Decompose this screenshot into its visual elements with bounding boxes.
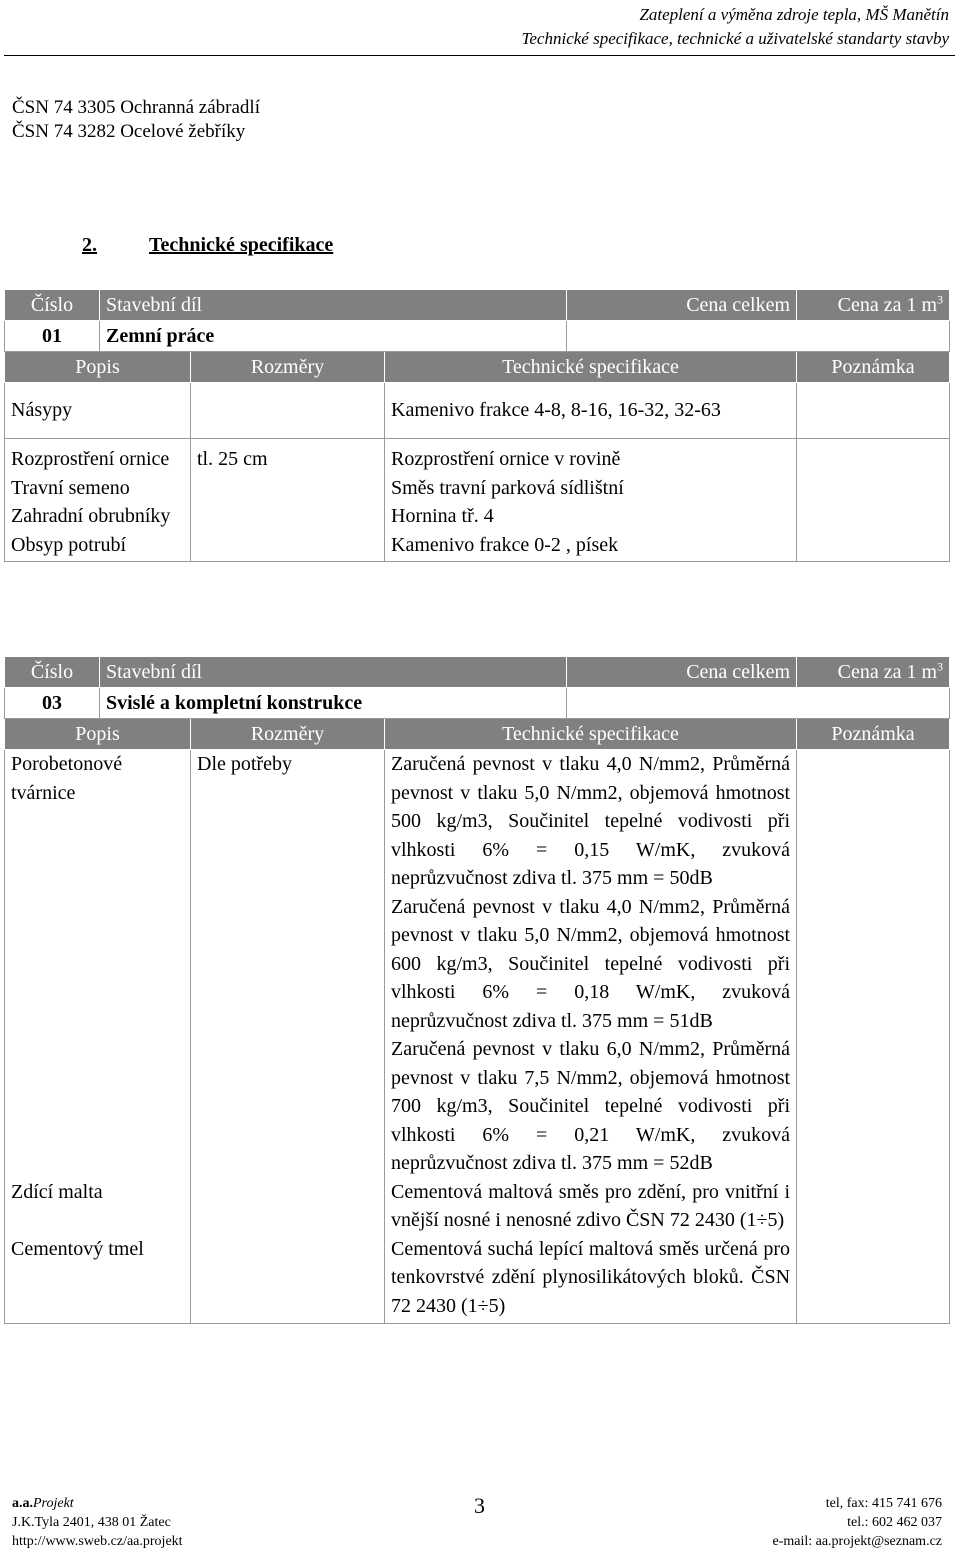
col-stavebni-dil: Stavební díl [100, 290, 567, 321]
group-name: Svislé a kompletní konstrukce [100, 688, 567, 719]
cena-za-unit-sup: 3 [937, 659, 944, 674]
row-spec: Kamenivo frakce 4-8, 8-16, 16-32, 32-63 [385, 383, 797, 439]
row-rozmery [191, 1178, 385, 1235]
page-number: 3 [474, 1493, 485, 1518]
contact-phone-fax: tel, fax: 415 741 676 [825, 1496, 942, 1511]
standard-line: ČSN 74 3305 Ochranná zábradlí [12, 97, 260, 118]
table-row [5, 502, 950, 531]
col-popis: Popis [5, 352, 191, 383]
col-cislo: Číslo [5, 657, 100, 688]
page-footer [12, 1494, 942, 1554]
brand-prefix: a.a. [12, 1496, 33, 1511]
col-cislo: Číslo [5, 290, 100, 321]
section-title: Technické specifikace [149, 234, 334, 256]
col-stavebni-dil: Stavební díl [100, 657, 567, 688]
row-popis: Porobetonové tvárnice [5, 750, 191, 1178]
group-header-row [5, 290, 950, 321]
group-name: Zemní práce [100, 321, 567, 352]
cena-za-unit-sup: 3 [937, 292, 944, 307]
brand-name: Projekt [33, 1496, 74, 1511]
row-popis: Rozprostření ornice [5, 439, 191, 474]
table-row [5, 750, 950, 1178]
section-heading [82, 232, 333, 258]
row-spec: Hornina tř. 4 [385, 502, 797, 531]
header-project-title: Zateplení a výměna zdroje tepla, MŠ Manětín [639, 5, 949, 24]
row-rozmery [191, 1235, 385, 1324]
group-number: 03 [5, 688, 100, 719]
sub-header-row [5, 352, 950, 383]
company-website-link[interactable]: http://www.sweb.cz/aa.projekt [12, 1534, 183, 1549]
company-logo-text [12, 1494, 183, 1513]
col-popis: Popis [5, 719, 191, 750]
table-row [5, 439, 950, 474]
row-spec: Směs travní parková sídlištní [385, 474, 797, 503]
col-cena-celkem: Cena celkem [567, 290, 797, 321]
row-popis: Travní semeno [5, 474, 191, 503]
page-header [4, 3, 955, 56]
contact-phone: tel.: 602 462 037 [847, 1515, 942, 1530]
row-spec: Cementová maltová směs pro zdění, pro vnitřní i vnější nosné i nenosné zdivo ČSN 72 2430 (1÷5) [385, 1178, 797, 1235]
row-rozmery: tl. 25 cm [191, 439, 385, 474]
company-address: J.K.Tyla 2401, 438 01 Žatec [12, 1515, 171, 1530]
col-rozmery: Rozměry [191, 352, 385, 383]
footer-company [12, 1494, 183, 1551]
standards-list [12, 96, 260, 144]
spec-paragraph: Zaručená pevnost v tlaku 4,0 N/mm2, Průměrná pevnost v tlaku 5,0 N/mm2, objemová hmotnost 600 kg/m3, Součinitel tepelné vodivosti při vlhkosti 6% = 0,18 W/mK, zvuková neprůzvučnost zdiva tl. 375 mm = 51dB [391, 895, 791, 1032]
col-cena-celkem: Cena celkem [567, 657, 797, 688]
group-title-row [5, 321, 950, 352]
sub-header-row [5, 719, 950, 750]
footer-contacts [772, 1494, 942, 1551]
table-row [5, 1178, 950, 1235]
header-document-title: Technické specifikace, technické a uživatelské standarty stavby [521, 29, 949, 48]
row-popis: Zahradní obrubníky [5, 502, 191, 531]
col-poznamka: Poznámka [797, 352, 950, 383]
row-spec: Kamenivo frakce 0-2 , písek [385, 531, 797, 562]
standard-line: ČSN 74 3282 Ocelové žebříky [12, 121, 246, 142]
cena-za-label: Cena za 1 m [837, 660, 938, 683]
section-number: 2. [82, 234, 97, 256]
cena-za-label: Cena za 1 m [837, 293, 938, 316]
spec-paragraph: Zaručená pevnost v tlaku 4,0 N/mm2, Průměrná pevnost v tlaku 5,0 N/mm2, objemová hmotnost 500 kg/m3, Součinitel tepelné vodivosti při vlhkosti 6% = 0,15 W/mK, zvuková neprůzvučnost zdiva tl. 375 mm = 50dB [391, 753, 791, 889]
col-cena-za [797, 657, 950, 688]
row-spec: Rozprostření ornice v rovině [385, 439, 797, 474]
row-popis: Obsyp potrubí [5, 531, 191, 562]
spec-table-earthworks [4, 289, 950, 562]
row-popis: Násypy [5, 383, 191, 439]
row-popis: Zdící malta [5, 1178, 191, 1235]
col-cena-za [797, 290, 950, 321]
table-row [5, 474, 950, 503]
spec-table-structures [4, 656, 950, 1324]
table-row [5, 1235, 950, 1324]
row-spec: Cementová suchá lepící maltová směs určená pro tenkovrstvé zdění plynosilikátových bloků. ČSN 72 2430 (1÷5) [385, 1235, 797, 1324]
row-rozmery [191, 383, 385, 439]
table-row [5, 383, 950, 439]
col-poznamka: Poznámka [797, 719, 950, 750]
col-tech-spec: Technické specifikace [385, 352, 797, 383]
group-number: 01 [5, 321, 100, 352]
group-header-row [5, 657, 950, 688]
row-popis: Cementový tmel [5, 1235, 191, 1324]
row-rozmery: Dle potřeby [191, 750, 385, 1178]
table-row [5, 531, 950, 562]
row-rozmery [191, 502, 385, 531]
row-rozmery [191, 531, 385, 562]
col-tech-spec: Technické specifikace [385, 719, 797, 750]
col-rozmery: Rozměry [191, 719, 385, 750]
spec-paragraph: Zaručená pevnost v tlaku 6,0 N/mm2, Průměrná pevnost v tlaku 7,5 N/mm2, objemová hmotnost 700 kg/m3, Součinitel tepelné vodivosti při vlhkosti 6% = 0,21 W/mK, zvuková neprůzvučnost zdiva tl. 375 mm = 52dB [391, 1038, 791, 1174]
row-spec [385, 750, 797, 1178]
group-title-row [5, 688, 950, 719]
row-rozmery [191, 474, 385, 503]
contact-email-link[interactable]: e-mail: aa.projekt@seznam.cz [772, 1534, 942, 1549]
